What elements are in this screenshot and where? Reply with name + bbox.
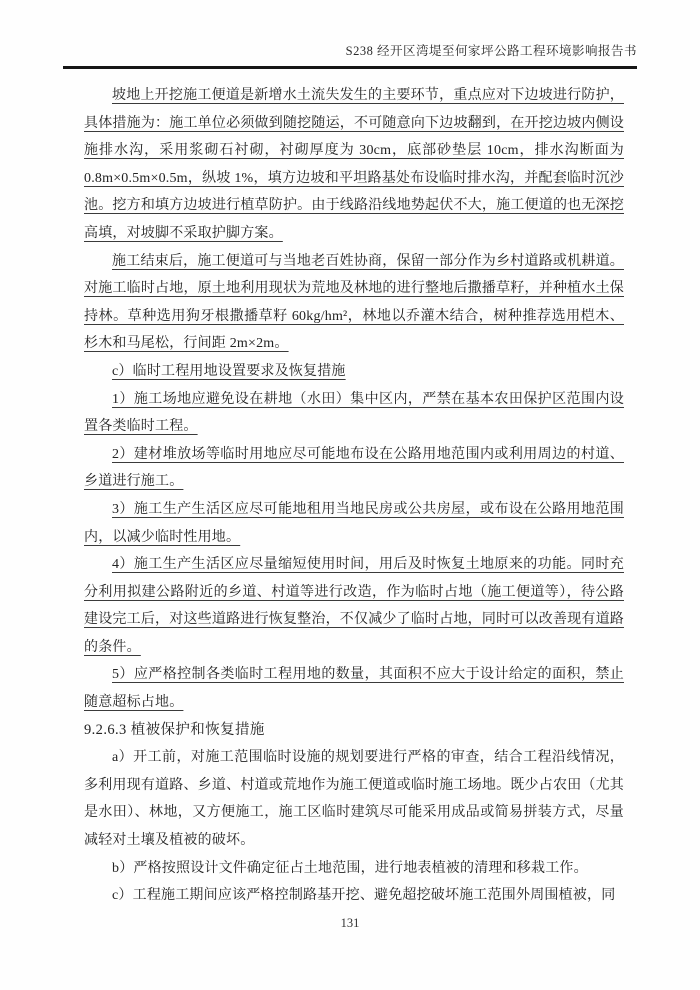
header-rule — [63, 66, 637, 69]
para-item-4: 4）施工生产生活区应尽量缩短使用时间，用后及时恢复土地原来的功能。同时充分利用拟建公路附近的乡道、村道等进行改造，作为临时占地（施工便道等），待公路建设完工后，对这些道路进行恢复整治，不仅减少了临时占地，同时可以改善现有道路的条件。 — [84, 557, 624, 655]
page-number: 131 — [340, 916, 360, 930]
page-header-title: S238 经开区湾堤至何家坪公路工程环境影响报告书 — [345, 44, 637, 58]
para-item-5: 5）应严格控制各类临时工程用地的数量，其面积不应大于设计给定的面积，禁止随意超标占地。 — [84, 667, 624, 711]
para-item-1: 1）施工场地应避免设在耕地（水田）集中区内，严禁在基本农田保护区范围内设置各类临时工程。 — [84, 391, 624, 435]
para-item-3: 3）施工生产生活区应尽可能地租用当地民房或公共房屋，或布设在公路用地范围内，以减少临时性用地。 — [84, 501, 624, 545]
para-item-b: b）严格按照设计文件确定征占土地范围，进行地表植被的清理和移栽工作。 — [112, 860, 588, 876]
para-item-c-temporary-land: c）临时工程用地设置要求及恢复措施 — [112, 363, 346, 379]
para-slope-construction-road: 坡地上开挖施工便道是新增水土流失发生的主要环节，重点应对下边坡进行防护，具体措施为：施工单位必须做到随挖随运，不可随意向下边坡翻到，在开挖边坡内侧设施排水沟，采用浆砌石衬砌，衬砌厚度为 30cm，底部砂垫层 10cm，排水沟断面为 0.8m×0.5m×0.5m，纵坡 1%，填方边坡和平坦路基处布设临时排水沟，并配套临时沉沙池。挖方和填方边坡进行植草防护。由于线路沿线地势起伏不大，施工便道的也无深挖高填，对坡脚不采取护脚方案。 — [84, 88, 624, 241]
document-body — [84, 82, 624, 910]
heading-9-2-6-3: 9.2.6.3 植被保护和恢复措施 — [84, 721, 265, 738]
para-item-2: 2）建材堆放场等临时用地应尽可能地布设在公路用地范围内或利用周边的村道、乡道进行施工。 — [84, 446, 624, 490]
para-item-c-construction-period: c）工程施工期间应该严格控制路基开挖、避免超挖破坏施工范围外周围植被，同 — [112, 888, 616, 904]
para-item-a: a）开工前，对施工范围临时设施的规划要进行严格的审查，结合工程沿线情况，多利用现有道路、乡道、村道或荒地作为施工便道或临时施工场地。既少占农田（尤其是水田）、林地，又方便施工，施工区临时建筑尽可能采用成品或简易拼装方式，尽量减轻对土壤及植被的破坏。 — [84, 750, 624, 849]
para-after-construction-restore: 施工结束后，施工便道可与当地老百姓协商，保留一部分作为乡村道路或机耕道。对施工临时占地，原土地利用现状为荒地及林地的进行整地后撒播草籽，并种植水土保持林。草种选用狗牙根撒播草籽 60kg/hm²，林地以乔灌木结合，树种推荐选用桤木、杉木和马尾松，行间距 2m×2m。 — [84, 253, 624, 352]
